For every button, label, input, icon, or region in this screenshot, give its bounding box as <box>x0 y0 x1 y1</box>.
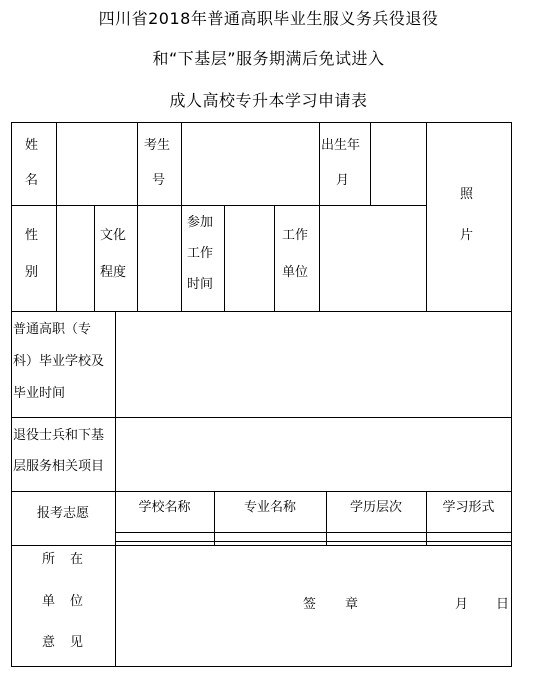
application-label: 报考志愿 <box>36 506 89 521</box>
month-label: 月 <box>455 597 469 612</box>
photo-label-part-2: 片 <box>460 228 474 243</box>
location-label-char-2: 在 <box>70 552 84 567</box>
gender-label-part-1: 性 <box>25 228 39 243</box>
education-label-part-1: 文化 <box>100 228 127 243</box>
seal-label-char-2: 章 <box>345 597 359 612</box>
name-label-part-1: 姓 <box>25 138 39 153</box>
exam-no-label-part-2: 号 <box>152 173 166 188</box>
location-label-char-3: 单 <box>42 594 56 609</box>
form-title-line-1: 四川省2018年普通高职毕业生服义务兵役退役 <box>98 9 439 28</box>
location-label-char-1: 所 <box>42 552 56 567</box>
form-title-line-3: 成人高校专升本学习申请表 <box>169 91 368 110</box>
work-unit-label-part-1: 工作 <box>282 228 309 243</box>
photo-label-part-1: 照 <box>460 187 474 202</box>
work-start-label-part-3: 时间 <box>187 277 214 292</box>
location-label-char-4: 位 <box>70 594 84 609</box>
study-form-header: 学习形式 <box>442 500 495 515</box>
service-project-label-line-1: 退役士兵和下基 <box>13 428 105 443</box>
location-label-char-6: 见 <box>70 635 84 650</box>
birth-label-part-2: 月 <box>336 173 350 188</box>
seal-label-char-1: 签 <box>303 597 317 612</box>
name-label-part-2: 名 <box>25 173 39 188</box>
birth-label-part-1: 出生年 <box>321 138 361 153</box>
work-unit-label-part-2: 单位 <box>282 265 309 280</box>
day-label: 日 <box>496 597 510 612</box>
gender-label-part-2: 别 <box>25 265 39 280</box>
work-start-label-part-1: 参加 <box>187 215 214 230</box>
school-graduation-label-line-1: 普通高职（专 <box>13 322 92 337</box>
degree-level-header: 学历层次 <box>349 500 402 515</box>
school-graduation-label-line-2: 科）毕业学校及 <box>13 354 105 369</box>
service-project-label-line-2: 层服务相关项目 <box>13 459 105 474</box>
education-label-part-2: 程度 <box>100 265 127 280</box>
form-title-line-2: 和“下基层”服务期满后免试进入 <box>152 49 385 68</box>
location-label-char-5: 意 <box>42 635 56 650</box>
school-name-header: 学校名称 <box>138 500 191 515</box>
school-graduation-label-line-3: 毕业时间 <box>13 386 66 401</box>
work-start-label-part-2: 工作 <box>187 246 214 261</box>
exam-no-label-part-1: 考生 <box>144 138 171 153</box>
major-name-header: 专业名称 <box>243 500 296 515</box>
